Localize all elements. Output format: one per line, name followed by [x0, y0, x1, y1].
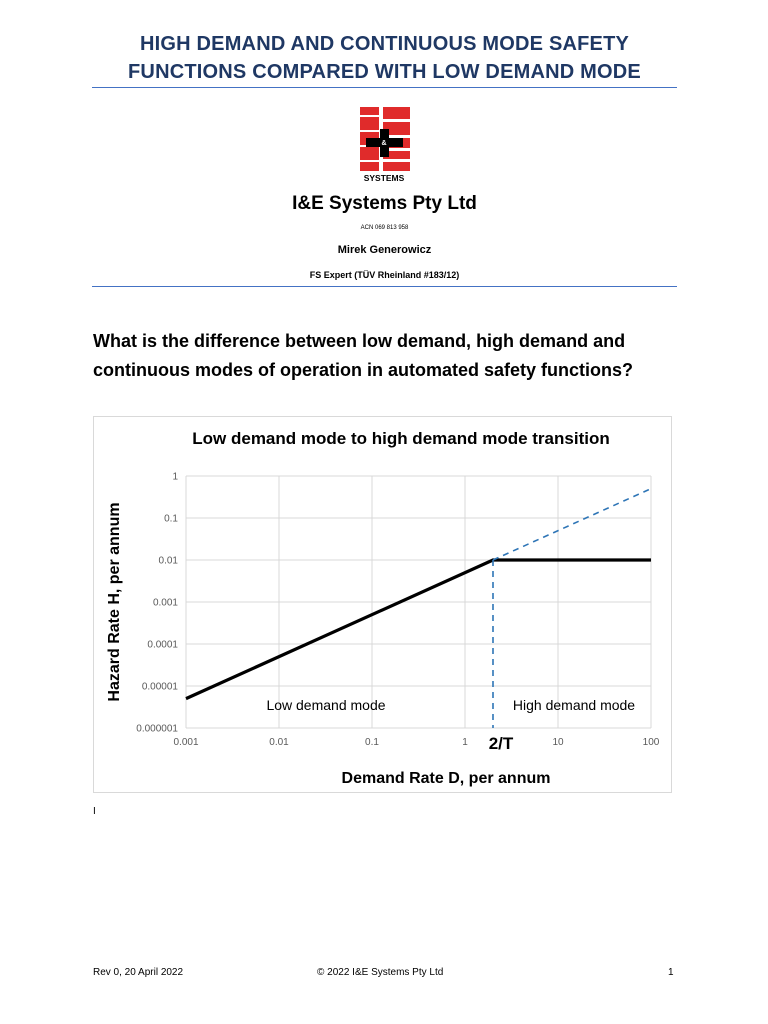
series-line-0	[186, 560, 651, 699]
low-mode-annotation: Low demand mode	[266, 697, 386, 713]
footer-copyright: © 2022 I&E Systems Pty Ltd	[317, 967, 444, 978]
ie-logo	[356, 105, 412, 185]
footer-page-number: 1	[668, 967, 674, 978]
series-line-1	[493, 489, 651, 560]
y-tick-label: 0.001	[152, 597, 178, 609]
y-tick-label: 1	[172, 471, 178, 483]
y-tick-label: 0.00001	[141, 681, 178, 693]
y-tick-label: 0.000001	[136, 723, 178, 735]
footer-revision: Rev 0, 20 April 2022	[93, 967, 184, 978]
question-heading	[93, 327, 673, 385]
text-cursor: I	[93, 806, 96, 817]
x-tick-label: 0.001	[173, 737, 199, 748]
chart-title: Low demand mode to high demand mode transition	[192, 429, 610, 448]
svg-text:&: &	[381, 140, 387, 147]
y-tick-label: 0.1	[164, 513, 178, 525]
question-line-1: What is the difference between low demand, high demand and	[93, 331, 626, 351]
x-axis-label: Demand Rate D, per annum	[341, 770, 551, 787]
author-credential: FS Expert (TÜV Rheinland #183/12)	[309, 270, 460, 280]
chart-frame	[93, 416, 672, 793]
high-mode-annotation: High demand mode	[512, 697, 636, 713]
title-line-1: HIGH DEMAND AND CONTINUOUS MODE SAFETY	[139, 33, 630, 55]
x-tick-label: 10	[552, 737, 564, 748]
transition-label: 2/T	[488, 734, 514, 753]
company-divider	[92, 286, 677, 287]
question-line-2: continuous modes of operation in automated safety functions?	[93, 360, 634, 380]
page-title	[92, 30, 677, 86]
title-line-2: FUNCTIONS COMPARED WITH LOW DEMAND MODE	[128, 61, 641, 83]
x-tick-label: 100	[642, 737, 660, 748]
x-tick-label: 0.1	[365, 737, 379, 748]
y-tick-label: 0.01	[158, 555, 178, 567]
x-tick-label: 0.01	[269, 737, 289, 748]
logo-text: SYSTEMS	[363, 173, 405, 183]
header-divider	[92, 87, 677, 88]
author-name: Mirek Generowicz	[337, 244, 432, 256]
y-axis-label: Hazard Rate H, per annum	[106, 502, 123, 702]
company-acn: ACN 069 813 958	[360, 225, 409, 231]
company-name: I&E Systems Pty Ltd	[292, 193, 477, 214]
y-tick-label: 0.0001	[147, 639, 178, 651]
demand-chart	[94, 417, 673, 794]
x-tick-label: 1	[462, 737, 468, 748]
